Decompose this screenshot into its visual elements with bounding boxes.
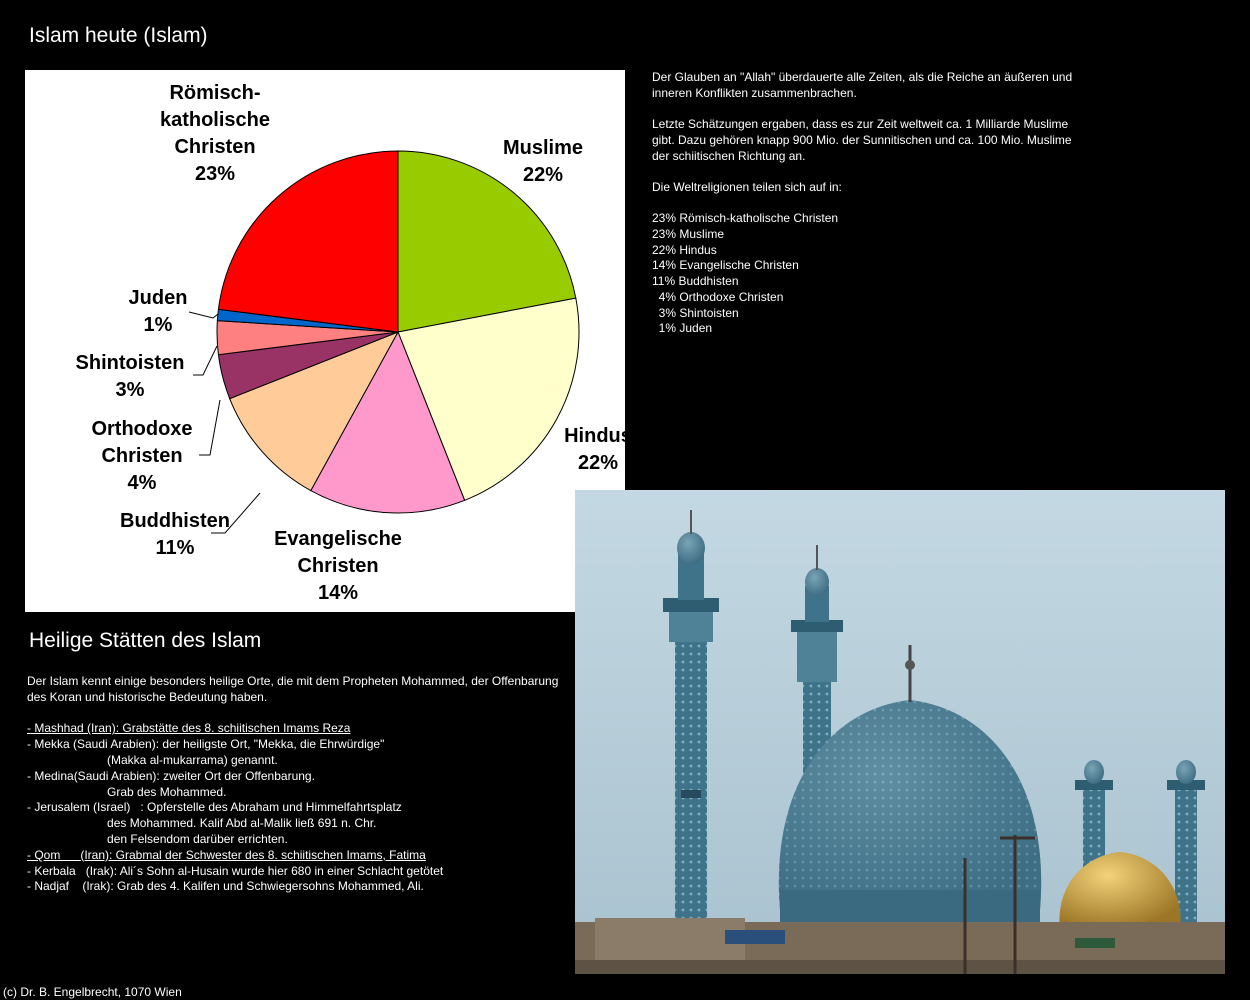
pie-percent-label: 23% <box>194 163 236 185</box>
holy-sites-description: Der Islam kennt einige besonders heilige Orte, die mit dem Propheten Mohammed, der Offenbarung des Koran und historische Bedeutung haben. <box>27 674 559 704</box>
pie-leader-line <box>189 312 218 318</box>
holy-site-item <box>27 737 567 769</box>
holy-sites-text <box>27 674 567 895</box>
holy-site-line: - Jerusalem (Israel) : Opferstelle des Abraham und Himmelfahrtsplatz <box>27 800 402 815</box>
religion-list-item: 23% Muslime <box>652 226 725 241</box>
pie-leader-line <box>199 400 220 455</box>
pie-leader-line <box>193 346 217 375</box>
pie-category-label: katholische <box>159 109 271 131</box>
religion-list-item: 14% Evangelische Christen <box>652 258 799 273</box>
page-title: Islam heute (Islam) <box>29 24 208 47</box>
pie-percent-label: 22% <box>522 164 564 186</box>
holy-site-line: den Felsendom darüber errichten. <box>27 831 288 846</box>
pie-category-label: Buddhisten <box>120 510 230 532</box>
holy-site-line: des Mohammed. Kalif Abd al-Malik ließ 691 n. Chr. <box>27 816 377 831</box>
holy-site-item <box>27 800 567 847</box>
holy-site-item <box>27 848 567 864</box>
pie-category-label: Christen <box>297 555 379 577</box>
holy-site-line: - Medina(Saudi Arabien): zweiter Ort der Offenbarung. <box>27 768 315 783</box>
holy-site-line: Grab des Mohammed. <box>27 784 227 799</box>
intro-paragraph-estimates: Letzte Schätzungen ergaben, dass es zur Zeit weltweit ca. 1 Milliarde Muslime gibt. Dazu gehören knapp 900 Mio. der Sunnitischen und ca. 100 Mio. Muslime der schiitischen Richtung an. <box>652 117 1072 163</box>
footer-copyright: (c) Dr. B. Engelbrecht, 1070 Wien <box>3 985 182 999</box>
mosque-photo <box>575 490 1225 974</box>
pie-category-label: Juden <box>128 287 188 309</box>
intro-paragraph-world-religions: Die Weltreligionen teilen sich auf in: <box>652 179 842 194</box>
buildings <box>575 918 1225 974</box>
pie-category-label: Christen <box>174 136 256 158</box>
religion-list-item: 3% Shintoisten <box>652 305 739 320</box>
religion-list-item: 22% Hindus <box>652 242 717 257</box>
pie-chart-svg <box>25 70 632 612</box>
section-title: Heilige Stätten des Islam <box>29 629 262 652</box>
pie-category-label: Evangelische <box>274 528 402 550</box>
holy-site-item <box>27 721 567 737</box>
holy-site-item <box>27 769 567 801</box>
pie-category-label: Muslime <box>502 137 584 159</box>
pie-category-label: Römisch- <box>169 82 261 104</box>
holy-site-item <box>27 864 567 880</box>
holy-site-line: - Mekka (Saudi Arabien): der heiligste Ort, "Mekka, die Ehrwürdige" <box>27 737 385 752</box>
holy-sites-list <box>27 721 567 895</box>
holy-site-line: - Kerbala (Irak): Ali´s Sohn al-Husain wurde hier 680 in einer Schlacht getötet <box>27 863 444 878</box>
pie-category-label: Christen <box>101 445 183 467</box>
religion-list-item: 1% Juden <box>652 321 713 336</box>
religion-list-item: 4% Orthodoxe Christen <box>652 289 784 304</box>
pie-percent-label: 11% <box>155 537 195 559</box>
intro-text <box>652 70 1092 337</box>
pie-category-label: Shintoisten <box>75 352 185 374</box>
religion-list <box>652 211 1092 337</box>
pie-category-label: Hindus <box>564 425 632 447</box>
pie-percent-label: 4% <box>127 472 157 494</box>
pie-category-label: Orthodoxe <box>91 418 193 440</box>
pie-chart <box>25 70 632 612</box>
pie-percent-label: 1% <box>143 314 173 336</box>
holy-site-line: (Makka al-mukarrama) genannt. <box>27 752 278 767</box>
holy-site-item <box>27 879 567 895</box>
religion-list-item: 11% Buddhisten <box>652 274 739 289</box>
intro-paragraph-allah: Der Glauben an "Allah" überdauerte alle Zeiten, als die Reiche an äußeren und inneren Konflikten zusammenbrachen. <box>652 70 1073 100</box>
pie-slice-römisch-katholische-christen <box>218 151 398 332</box>
religion-list-item: 23% Römisch-katholische Christen <box>652 211 839 226</box>
holy-site-line: - Qom (Iran): Grabmal der Schwester des 8. schiitischen Imams, Fatima <box>27 847 426 862</box>
holy-site-line: - Mashhad (Iran): Grabstätte des 8. schiitischen Imams Reza <box>27 721 351 736</box>
pie-percent-label: 3% <box>115 379 145 401</box>
holy-site-line: - Nadjaf (Irak): Grab des 4. Kalifen und Schwiegersohns Mohammed, Ali. <box>27 879 424 894</box>
pie-percent-label: 14% <box>317 582 359 604</box>
pie-percent-label: 22% <box>577 452 619 474</box>
